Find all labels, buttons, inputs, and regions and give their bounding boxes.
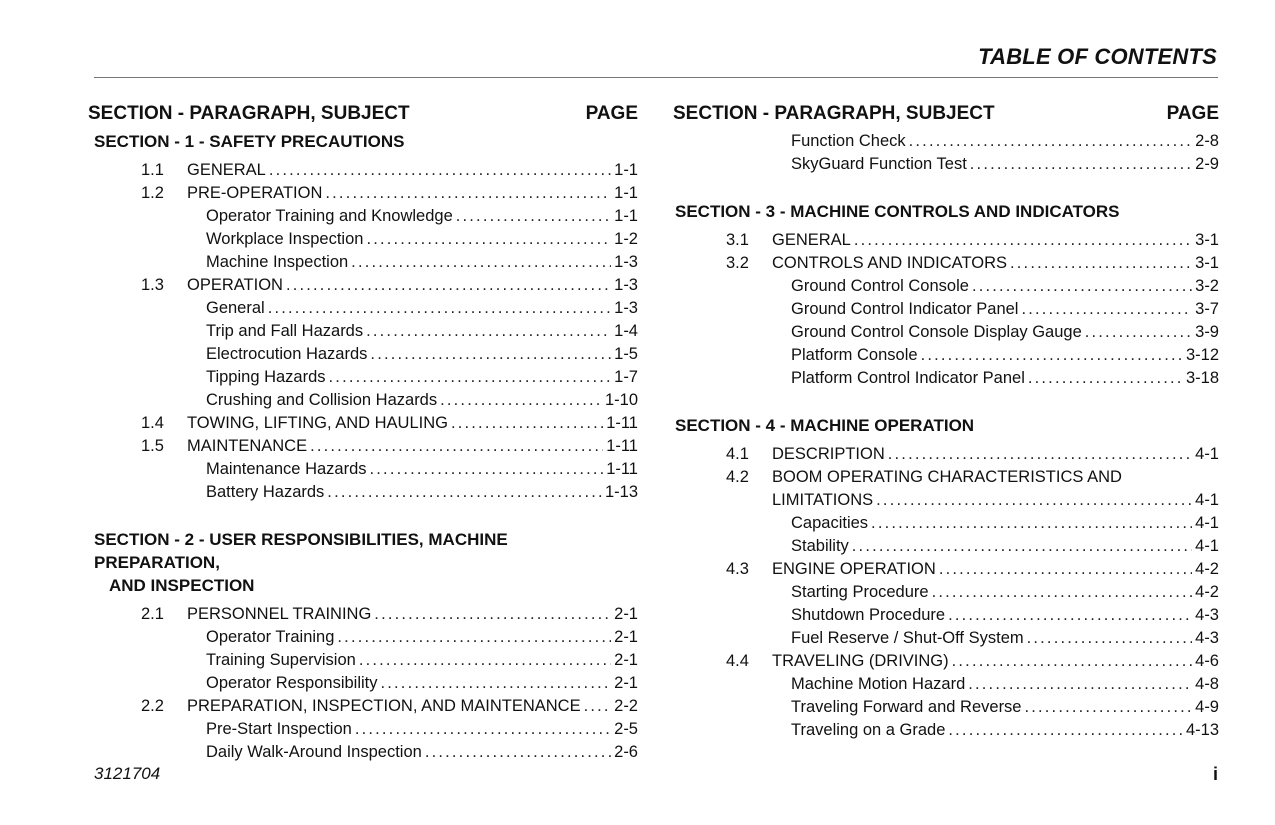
entry-title: MAINTENANCE: [187, 437, 308, 455]
entry-title: GENERAL: [187, 161, 266, 179]
section-1-title: SECTION - 1 - SAFETY PRECAUTIONS: [94, 132, 405, 151]
toc-entry-4-2-continued[interactable]: [673, 489, 1219, 512]
entry-title: Fuel Reserve / Shut-Off System: [791, 629, 1024, 647]
entry-title: Maintenance Hazards: [206, 460, 367, 478]
dot-leader: [381, 672, 612, 695]
entry-page: 4-1: [1195, 445, 1219, 463]
entry-title: PREPARATION, INSPECTION, AND MAINTENANCE: [187, 697, 581, 715]
toc-entry-shutdown-procedure[interactable]: [673, 604, 1219, 627]
entry-title: TOWING, LIFTING, AND HAULING: [187, 414, 448, 432]
header-divider: [94, 77, 1218, 78]
dot-leader: [268, 297, 611, 320]
entry-page: 4-1: [1195, 514, 1219, 532]
dot-leader: [1024, 696, 1192, 719]
toc-entry-stability[interactable]: [673, 535, 1219, 558]
toc-entry-4-1[interactable]: [673, 443, 1219, 466]
dot-leader: [310, 435, 603, 458]
toc-entry-traveling-on-grade[interactable]: [673, 719, 1219, 742]
dot-leader: [329, 366, 612, 389]
page-number: i: [1212, 764, 1218, 784]
entry-title: Tipping Hazards: [206, 368, 326, 386]
entry-number: 3.1: [726, 231, 749, 249]
entry-page: 1-5: [614, 345, 638, 363]
entry-title: Training Supervision: [206, 651, 356, 669]
column-heading: SECTION - PARAGRAPH, SUBJECT: [88, 103, 410, 124]
dot-leader: [909, 130, 1193, 153]
toc-entry-traveling-forward-reverse[interactable]: [673, 696, 1219, 719]
column-heading: SECTION - PARAGRAPH, SUBJECT: [673, 103, 995, 124]
entry-page: 3-12: [1185, 346, 1219, 364]
entry-title: Platform Control Indicator Panel: [791, 369, 1025, 387]
toc-entry-skyguard-function-test[interactable]: [673, 153, 1219, 176]
entry-page: 2-6: [614, 743, 638, 761]
toc-entry-2-2[interactable]: [88, 695, 638, 718]
entry-page: 4-6: [1195, 652, 1219, 670]
dot-leader: [325, 182, 611, 205]
dot-leader: [952, 650, 1193, 673]
toc-entry-3-2[interactable]: [673, 252, 1219, 275]
dot-leader: [366, 320, 611, 343]
dot-leader: [374, 603, 611, 626]
toc-entry-ground-control-indicator-panel[interactable]: [673, 298, 1219, 321]
entry-page: 3-1: [1195, 231, 1219, 249]
dot-leader: [970, 153, 1192, 176]
entry-number: 3.2: [726, 254, 749, 272]
toc-entry-1-3[interactable]: [88, 274, 638, 297]
dot-leader: [854, 229, 1192, 252]
toc-entry-4-2[interactable]: [673, 466, 1219, 489]
entry-title: CONTROLS AND INDICATORS: [772, 254, 1008, 272]
dot-leader: [948, 719, 1183, 742]
entry-page: 3-9: [1195, 323, 1219, 341]
entry-page: 2-9: [1195, 155, 1219, 173]
toc-entry-1-5[interactable]: [88, 435, 638, 458]
entry-number: 4.2: [726, 468, 749, 486]
toc-entry-general[interactable]: [88, 297, 638, 320]
entry-title: LIMITATIONS: [772, 491, 874, 509]
entry-title: Daily Walk-Around Inspection: [206, 743, 422, 761]
entry-page: 3-2: [1195, 277, 1219, 295]
entry-page: 1-11: [606, 414, 638, 432]
toc-column-right: [673, 100, 1219, 742]
toc-entry-trip-fall-hazards[interactable]: [88, 320, 638, 343]
dot-leader: [1028, 367, 1183, 390]
toc-entry-machine-inspection[interactable]: [88, 251, 638, 274]
entry-page: 4-13: [1185, 721, 1219, 739]
section-2-title-line2: AND INSPECTION: [109, 576, 255, 595]
dot-leader: [1010, 252, 1192, 275]
entry-page: 4-9: [1195, 698, 1219, 716]
entry-title: Traveling Forward and Reverse: [791, 698, 1022, 716]
toc-entry-platform-control-indicator-panel[interactable]: [673, 367, 1219, 390]
column-header: [88, 100, 638, 128]
dot-leader: [852, 535, 1192, 558]
toc-entry-training-supervision[interactable]: [88, 649, 638, 672]
entry-title: PRE-OPERATION: [187, 184, 323, 202]
entry-number: 2.2: [141, 697, 164, 715]
entry-title: DESCRIPTION: [772, 445, 885, 463]
toc-entry-crushing-collision-hazards[interactable]: [88, 389, 638, 412]
toc-entry-2-1[interactable]: [88, 603, 638, 626]
entry-page: 1-2: [614, 230, 638, 248]
entry-page: 4-2: [1195, 583, 1219, 601]
toc-entry-operator-training[interactable]: [88, 626, 638, 649]
entry-title: Starting Procedure: [791, 583, 929, 601]
toc-entry-workplace-inspection[interactable]: [88, 228, 638, 251]
entry-title: SkyGuard Function Test: [791, 155, 967, 173]
entry-page: 1-11: [606, 437, 638, 455]
dot-leader: [370, 343, 611, 366]
entry-title: Capacities: [791, 514, 869, 532]
entry-page: 2-8: [1195, 132, 1219, 150]
document-number: 3121704: [94, 764, 161, 783]
entry-page: 4-3: [1195, 629, 1219, 647]
dot-leader: [1085, 321, 1192, 344]
entry-page: 2-1: [614, 605, 638, 623]
toc-entry-pre-start-inspection[interactable]: [88, 718, 638, 741]
entry-title: Function Check: [791, 132, 906, 150]
toc-entry-electrocution-hazards[interactable]: [88, 343, 638, 366]
toc-entry-ground-control-console[interactable]: [673, 275, 1219, 298]
entry-title: Operator Responsibility: [206, 674, 378, 692]
dot-leader: [876, 489, 1192, 512]
dot-leader: [932, 581, 1193, 604]
toc-entry-ground-control-display-gauge[interactable]: [673, 321, 1219, 344]
entry-title: Traveling on a Grade: [791, 721, 946, 739]
dot-leader: [269, 159, 611, 182]
toc-entry-battery-hazards[interactable]: [88, 481, 638, 504]
toc-entry-daily-walk-around[interactable]: [88, 741, 638, 764]
section-2-title-line1: SECTION - 2 - USER RESPONSIBILITIES, MACHINE PREPARATION,: [94, 530, 508, 572]
entry-number: 4.1: [726, 445, 749, 463]
entry-number: 1.1: [141, 161, 164, 179]
dot-leader: [286, 274, 611, 297]
dot-leader: [366, 228, 611, 251]
entry-title: Ground Control Console: [791, 277, 969, 295]
toc-entry-tipping-hazards[interactable]: [88, 366, 638, 389]
entry-page: 1-10: [604, 391, 638, 409]
dot-leader: [451, 412, 603, 435]
toc-entry-operator-training-knowledge[interactable]: [88, 205, 638, 228]
toc-entry-3-1[interactable]: [673, 229, 1219, 252]
entry-number: 1.5: [141, 437, 164, 455]
dot-leader: [440, 389, 602, 412]
toc-entry-1-1[interactable]: [88, 159, 638, 182]
entry-page: 1-1: [614, 207, 638, 225]
entry-page: 2-5: [614, 720, 638, 738]
section-2-title: [94, 528, 638, 597]
entry-page: 1-3: [614, 276, 638, 294]
entry-title: Operator Training and Knowledge: [206, 207, 453, 225]
entry-page: 3-7: [1195, 300, 1219, 318]
dot-leader: [351, 251, 611, 274]
dot-leader: [327, 481, 602, 504]
dot-leader: [972, 275, 1192, 298]
entry-page: 1-4: [614, 322, 638, 340]
toc-entry-machine-motion-hazard[interactable]: [673, 673, 1219, 696]
toc-entry-starting-procedure[interactable]: [673, 581, 1219, 604]
page-heading: PAGE: [1166, 103, 1219, 124]
toc-entry-1-2[interactable]: [88, 182, 638, 205]
toc-entry-fuel-reserve[interactable]: [673, 627, 1219, 650]
entry-page: 1-7: [614, 368, 638, 386]
entry-page: 1-1: [614, 161, 638, 179]
entry-title: General: [206, 299, 265, 317]
page-heading: PAGE: [585, 103, 638, 124]
entry-title: Operator Training: [206, 628, 335, 646]
entry-page: 1-11: [606, 460, 638, 478]
entry-title: Battery Hazards: [206, 483, 325, 501]
entry-number: 1.2: [141, 184, 164, 202]
entry-title: Electrocution Hazards: [206, 345, 368, 363]
dot-leader: [370, 458, 604, 481]
dot-leader: [921, 344, 1183, 367]
column-header: [673, 100, 1219, 128]
entry-title: Pre-Start Inspection: [206, 720, 352, 738]
dot-leader: [584, 695, 612, 718]
toc-entry-4-3[interactable]: [673, 558, 1219, 581]
entry-page: 3-18: [1185, 369, 1219, 387]
dot-leader: [968, 673, 1192, 696]
entry-title: OPERATION: [187, 276, 283, 294]
entry-page: 4-3: [1195, 606, 1219, 624]
page-header-title: TABLE OF CONTENTS: [978, 44, 1217, 69]
toc-entry-platform-console[interactable]: [673, 344, 1219, 367]
toc-entry-operator-responsibility[interactable]: [88, 672, 638, 695]
entry-title: Crushing and Collision Hazards: [206, 391, 438, 409]
entry-title: TRAVELING (DRIVING): [772, 652, 949, 670]
entry-title: Machine Motion Hazard: [791, 675, 966, 693]
entry-page: 1-3: [614, 253, 638, 271]
toc-entry-maintenance-hazards[interactable]: [88, 458, 638, 481]
dot-leader: [939, 558, 1192, 581]
dot-leader: [871, 512, 1192, 535]
entry-title: Shutdown Procedure: [791, 606, 946, 624]
dot-leader: [888, 443, 1192, 466]
entry-title: Machine Inspection: [206, 253, 349, 271]
toc-entry-capacities[interactable]: [673, 512, 1219, 535]
entry-page: 3-1: [1195, 254, 1219, 272]
entry-title: ENGINE OPERATION: [772, 560, 936, 578]
dot-leader: [1027, 627, 1193, 650]
dot-leader: [337, 626, 611, 649]
entry-title: Ground Control Indicator Panel: [791, 300, 1019, 318]
dot-leader: [948, 604, 1192, 627]
entry-page: 2-1: [614, 651, 638, 669]
entry-page: 2-1: [614, 674, 638, 692]
entry-title: Stability: [791, 537, 849, 555]
section-4-title: SECTION - 4 - MACHINE OPERATION: [675, 416, 975, 435]
entry-number: 1.4: [141, 414, 164, 432]
entry-page: 4-1: [1195, 491, 1219, 509]
entry-title: PERSONNEL TRAINING: [187, 605, 372, 623]
entry-number: 4.4: [726, 652, 749, 670]
entry-page: 4-1: [1195, 537, 1219, 555]
entry-page: 1-13: [604, 483, 638, 501]
entry-number: 2.1: [141, 605, 164, 623]
entry-title: Trip and Fall Hazards: [206, 322, 364, 340]
dot-leader: [359, 649, 611, 672]
entry-page: 1-1: [614, 184, 638, 202]
dot-leader: [1021, 298, 1192, 321]
entry-title: Platform Console: [791, 346, 918, 364]
dot-leader: [425, 741, 611, 764]
toc-entry-function-check[interactable]: [673, 130, 1219, 153]
entry-title: BOOM OPERATING CHARACTERISTICS AND: [772, 468, 1122, 486]
dot-leader: [456, 205, 611, 228]
entry-page: 1-3: [614, 299, 638, 317]
toc-column-left: [88, 100, 638, 764]
entry-page: 2-1: [614, 628, 638, 646]
entry-page: 4-8: [1195, 675, 1219, 693]
entry-title: Ground Control Console Display Gauge: [791, 323, 1082, 341]
section-3-title: SECTION - 3 - MACHINE CONTROLS AND INDICATORS: [675, 202, 1120, 221]
entry-page: 4-2: [1195, 560, 1219, 578]
dot-leader: [355, 718, 611, 741]
entry-number: 4.3: [726, 560, 749, 578]
entry-title: Workplace Inspection: [206, 230, 364, 248]
entry-page: 2-2: [614, 697, 638, 715]
toc-entry-1-4[interactable]: [88, 412, 638, 435]
toc-entry-4-4[interactable]: [673, 650, 1219, 673]
entry-title: GENERAL: [772, 231, 851, 249]
entry-number: 1.3: [141, 276, 164, 294]
